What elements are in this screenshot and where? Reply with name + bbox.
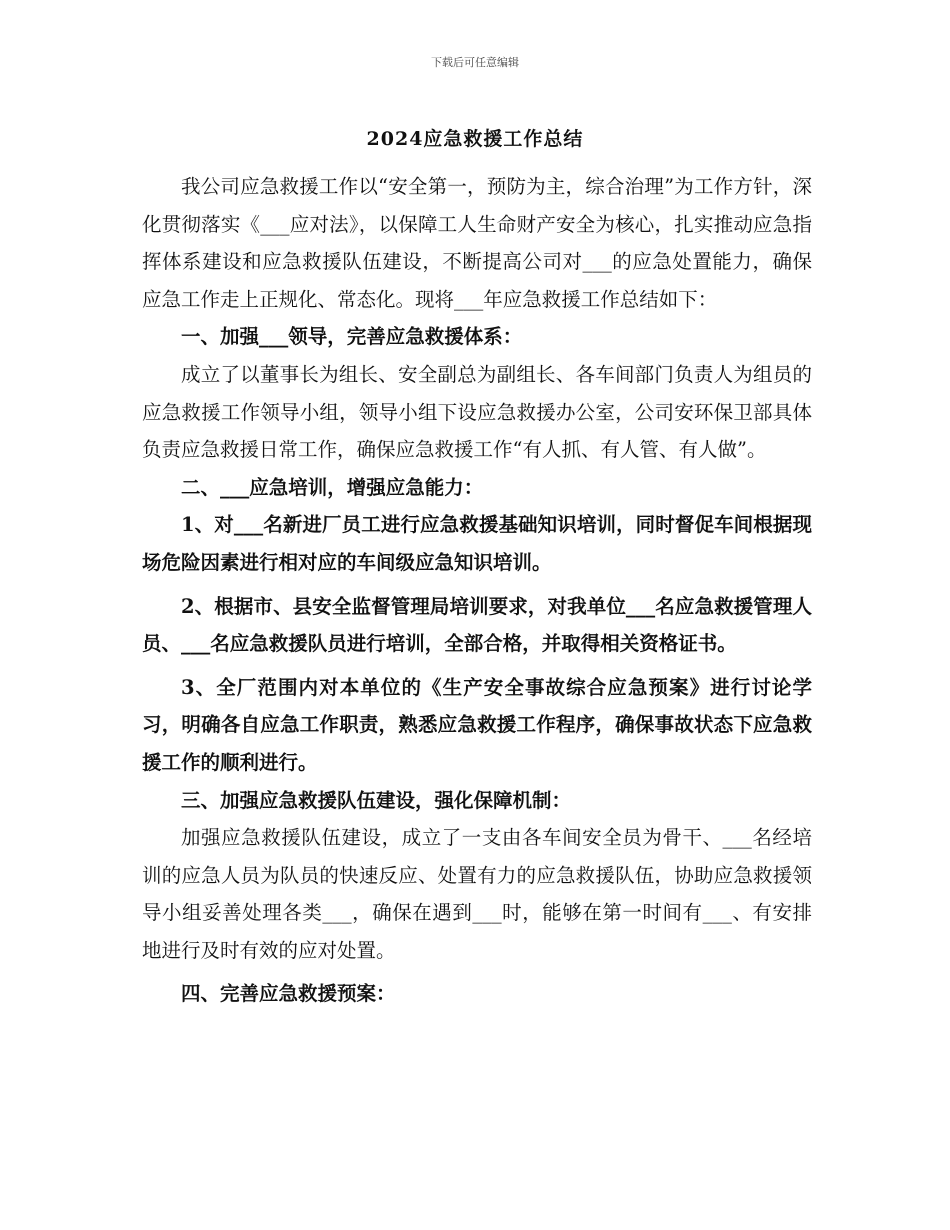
intro-paragraph: 我公司应急救援工作以“安全第一，预防为主，综合治理”为工作方针，深化贯彻落实《___应对法》，以保障工人生命财产安全为核心，扎实推动应急指挥体系建设和应急救援队伍建设，不断提高公司对___的应急处置能力，确保应急工作走上正规化、常态化。现将___年应急救援工作总结如下：	[142, 175, 812, 311]
section-3-paragraph: 加强应急救援队伍建设，成立了一支由各车间安全员为骨干、___名经培训的应急人员为队员的快速反应、处置有力的应急救援队伍，协助应急救援领导小组妥善处理各类___，确保在遇到___时，能够在第一时间有___、有安排地进行及时有效的应对处置。	[142, 826, 812, 962]
section-heading-4: 四、完善应急救援预案：	[181, 982, 396, 1006]
training-item-3: 3、全厂范围内对本单位的《生产安全事故综合应急预案》进行讨论学习，明确各自应急工作职责，熟悉应急救援工作程序，确保事故状态下应急救援工作的顺利进行。	[142, 675, 812, 774]
section-heading-3: 三、加强应急救援队伍建设，强化保障机制：	[181, 788, 572, 812]
document-body	[142, 168, 812, 1013]
section-1-paragraph: 成立了以董事长为组长、安全副总为副组长、各车间部门负责人为组员的应急救援工作领导小组，领导小组下设应急救援办公室，公司安环保卫部具体负责应急救援日常工作，确保应急救援工作“有人抓、有人管、有人做”。	[142, 362, 812, 462]
training-item-1: 1、对___名新进厂员工进行应急救援基础知识培训，同时督促车间根据现场危险因素进行相对应的车间级应急知识培训。	[142, 513, 812, 574]
document-title: 2024应急救援工作总结	[366, 128, 584, 150]
header-note: 下载后可任意编辑	[431, 56, 519, 69]
training-item-2: 2、根据市、县安全监督管理局培训要求，对我单位___名应急救援管理人员、___名应急救援队员进行培训，全部合格，并取得相关资格证书。	[142, 594, 812, 656]
section-heading-1: 一、加强___领导，完善应急救援体系：	[181, 325, 523, 349]
section-heading-2: 二、___应急培训，增强应急能力：	[181, 475, 484, 499]
